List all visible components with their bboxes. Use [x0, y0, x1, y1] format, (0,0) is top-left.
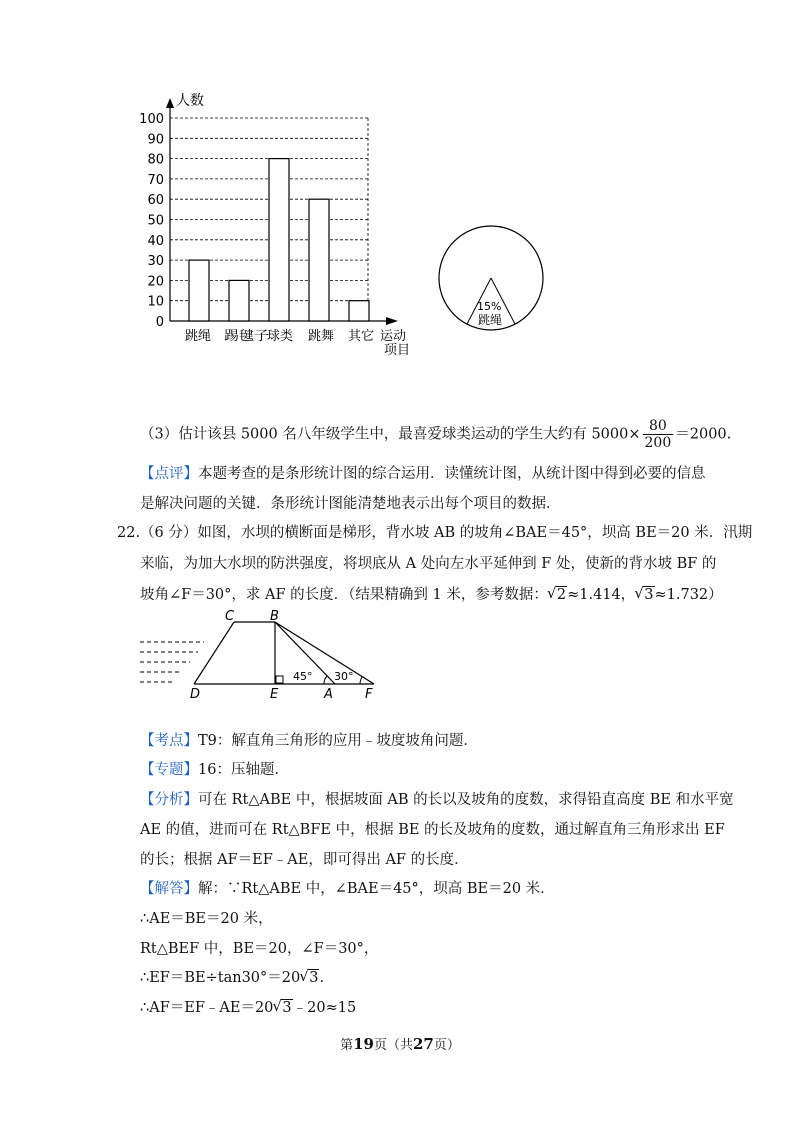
bar-y-ticks	[139, 112, 164, 330]
x-category-label: 球类	[267, 329, 294, 344]
x-category-label: 跳绳	[185, 329, 212, 344]
x-category-label: 其它	[348, 329, 375, 344]
x-category-label: 跳舞	[308, 329, 335, 344]
fraction-denominator: 200	[644, 435, 672, 451]
item3-line	[140, 418, 731, 451]
sqrt-3: √ 3	[643, 586, 654, 603]
point-label-C: C	[225, 609, 235, 624]
y-axis-label: 人数	[176, 93, 204, 109]
footer-text: 第	[340, 1038, 354, 1053]
zhuanti-tag: 【专题】	[140, 762, 198, 778]
y-tick-label: 60	[147, 193, 164, 209]
fenxi-text: 的长；根据 AF＝EF﹣AE，即可得出 AF 的长度．	[140, 852, 469, 868]
angle-30-label: 30°	[334, 670, 354, 683]
q22-line-2	[140, 552, 716, 573]
review-line-1	[140, 462, 706, 483]
x-axis-label: 项目	[384, 343, 411, 358]
footer-text: 页（共	[373, 1038, 413, 1053]
question-text: ≈1.732）	[654, 587, 723, 603]
fenxi-line-3	[140, 848, 469, 869]
jieda-text: ∴AF＝EF﹣AE＝20	[140, 1000, 274, 1016]
zhuanti-line	[140, 758, 289, 779]
jieda-tag: 【解答】	[140, 881, 198, 897]
jieda-line-5	[140, 996, 356, 1017]
point-label-F: F	[365, 687, 373, 700]
y-tick-label: 40	[147, 233, 164, 249]
bar-chart	[130, 90, 420, 360]
review-line-2	[140, 492, 561, 513]
pie-slice-percent: 15%	[477, 300, 502, 313]
question-text: ≈1.414，	[567, 587, 636, 603]
angle-45-label: 45°	[293, 670, 313, 683]
question-text: 来临，为加大水坝的防洪强度，将坝底从 A 处向左水平延伸到 F 处，使新的背水坡 BF 的	[140, 556, 717, 572]
bar-其它	[349, 301, 369, 321]
zhuanti-text: 16：压轴题．	[198, 762, 289, 778]
fenxi-tag: 【分析】	[140, 792, 198, 808]
point-label-A: A	[324, 687, 333, 700]
jieda-text: ∴EF＝BE÷tan30°＝20	[140, 970, 301, 986]
jieda-text: Rt△BEF 中，BE＝20，∠F＝30°，	[140, 941, 379, 957]
bar-跳舞	[309, 199, 329, 321]
jieda-text: ∴AE＝BE＝20 米，	[140, 911, 273, 927]
review-tag: 【点评】	[140, 466, 198, 482]
jieda-line-4	[140, 966, 324, 987]
y-tick-label: 20	[147, 274, 164, 290]
point-label-E: E	[270, 687, 279, 700]
y-tick-label: 90	[147, 132, 164, 148]
q22-line-3	[140, 583, 723, 604]
y-tick-label: 100	[139, 112, 164, 127]
review-text: 本题考查的是条形统计图的综合运用．读懂统计图，从统计图中得到必要的信息	[198, 466, 706, 482]
jieda-line-1	[140, 877, 555, 898]
fraction-numerator: 80	[643, 418, 674, 435]
y-tick-label: 70	[147, 172, 164, 188]
jieda-text: 解：∵Rt△ABE 中，∠BAE＝45°，坝高 BE＝20 米．	[198, 881, 555, 897]
question-text: 坡角∠F＝30°，求 AF 的长度．（结果精确到 1 米，参考数据：	[140, 587, 548, 603]
fenxi-text: AE 的值，进而可在 Rt△BFE 中，根据 BE 的长及坡角的度数，通过解直角三角形求出 EF	[140, 822, 725, 838]
jieda-line-2	[140, 907, 273, 928]
review-text: 是解决问题的关键．条形统计图能清楚地表示出每个项目的数据．	[140, 496, 561, 512]
kaodian-text: T9：解直角三角形的应用﹣坡度坡角问题．	[198, 733, 478, 749]
y-tick-label: 50	[147, 213, 164, 229]
y-tick-label: 10	[147, 294, 164, 310]
pie-chart	[436, 224, 548, 336]
angle-30-arc	[360, 677, 362, 684]
jieda-text: .	[319, 970, 325, 986]
fenxi-line-2	[140, 818, 725, 839]
x-axis-label: 运动	[380, 329, 407, 344]
x-category-label: 踢毽子	[224, 329, 264, 344]
item3-result: ＝2000.	[675, 426, 732, 443]
y-tick-label: 80	[147, 152, 164, 168]
angle-45-arc	[324, 676, 327, 684]
point-label-B: B	[270, 609, 279, 624]
y-axis-arrow	[166, 98, 174, 108]
point-label-D: D	[190, 687, 201, 700]
item3-text: （3）估计该县 5000 名八年级学生中，最喜爱球类运动的学生大约有 5000×	[140, 426, 641, 443]
jieda-line-3	[140, 937, 378, 958]
total-pages: 27	[413, 1035, 434, 1053]
x-axis-arrow	[386, 317, 398, 325]
bar-跳绳	[189, 260, 209, 321]
y-tick-label: 30	[147, 254, 164, 270]
page-footer	[0, 1034, 800, 1053]
footer-text: 页）	[433, 1038, 460, 1053]
bar-球类	[269, 159, 289, 321]
y-tick-label: 0	[155, 315, 164, 330]
jieda-text: ﹣20≈15	[292, 1000, 357, 1016]
question-text: 22.（6 分）如图，水坝的横断面是梯形，背水坡 AB 的坡角∠BAE＝45°，坝高 BE＝20 米．汛期	[117, 525, 753, 541]
sqrt-2: √ 2	[556, 586, 567, 603]
page-number: 19	[353, 1035, 374, 1053]
right-angle-mark	[276, 676, 283, 683]
pie-slice-label: 跳绳	[478, 313, 503, 327]
kaodian-tag: 【考点】	[140, 733, 198, 749]
q22-line-1	[117, 521, 752, 542]
bar-踢毽子	[229, 280, 249, 321]
sqrt-3: √ 3	[308, 969, 319, 986]
fraction	[643, 418, 674, 451]
dam-diagram	[138, 608, 398, 700]
water-lines	[140, 642, 204, 682]
fenxi-line-1	[140, 788, 734, 809]
sqrt-3: √ 3	[281, 999, 292, 1016]
kaodian-line	[140, 729, 478, 750]
fenxi-text: 可在 Rt△ABE 中，根据坡面 AB 的长以及坡角的度数，求得铅直高度 BE 和水平宽	[198, 792, 734, 808]
